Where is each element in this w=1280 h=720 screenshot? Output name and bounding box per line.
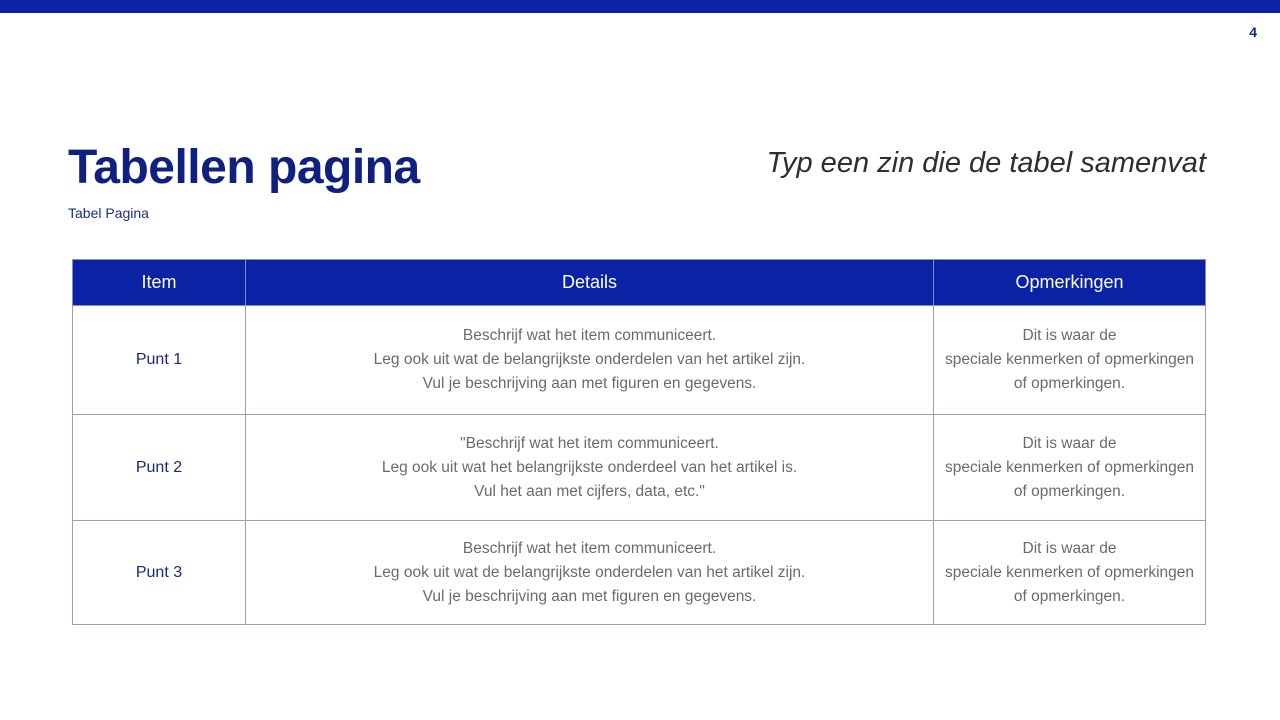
table-row (73, 521, 1206, 625)
details-line: Beschrijf wat het item communiceert. (462, 327, 717, 344)
remarks-cell (934, 306, 1206, 415)
remarks-line: speciale kenmerken of opmerkingen (945, 563, 1194, 581)
top-accent-bar (0, 0, 1280, 13)
details-line: Leg ook uit wat de belangrijkste onderdelen van het artikel zijn. (373, 563, 806, 581)
remarks-line: of opmerkingen. (1013, 482, 1126, 500)
remarks-line: speciale kenmerken of opmerkingen (945, 351, 1194, 368)
remarks-line: Dit is waar de (1022, 539, 1117, 557)
details-cell (246, 415, 934, 521)
table-row (73, 415, 1206, 521)
details-cell (246, 306, 934, 415)
details-cell (246, 521, 934, 625)
header-item: Item (73, 260, 246, 306)
details-line: Vul het aan met cijfers, data, etc." (474, 482, 705, 500)
details-line: Beschrijf wat het item communiceert. (462, 539, 717, 557)
remarks-cell (934, 415, 1206, 521)
remarks-line: Dit is waar de (1022, 434, 1117, 452)
details-line: "Beschrijf wat het item communiceert. (460, 434, 719, 452)
header-details: Details (246, 260, 934, 306)
details-line: Leg ook uit wat de belangrijkste onderdelen van het artikel zijn. (373, 351, 806, 368)
remarks-line: Dit is waar de (1022, 327, 1117, 344)
table-row (73, 306, 1206, 415)
data-table (72, 259, 1206, 625)
remarks-cell (934, 521, 1206, 625)
item-cell: Punt 3 (73, 521, 246, 625)
item-cell: Punt 2 (73, 415, 246, 521)
details-line: Vul je beschrijving aan met figuren en gegevens. (422, 587, 757, 605)
details-line: Leg ook uit wat het belangrijkste onderdeel van het artikel is. (381, 458, 798, 476)
remarks-line: speciale kenmerken of opmerkingen (945, 458, 1194, 476)
remarks-line: of opmerkingen. (1013, 375, 1126, 392)
table-summary: Typ een zin die de tabel samenvat (766, 147, 1206, 179)
page-number: 4 (1249, 24, 1257, 40)
page-title: Tabellen pagina (68, 141, 420, 194)
details-line: Vul je beschrijving aan met figuren en gegevens. (422, 375, 757, 392)
remarks-line: of opmerkingen. (1013, 587, 1126, 605)
item-cell: Punt 1 (73, 306, 246, 415)
header-remarks: Opmerkingen (934, 260, 1206, 306)
table-header-row (73, 260, 1206, 306)
page-subtitle: Tabel Pagina (68, 205, 149, 221)
